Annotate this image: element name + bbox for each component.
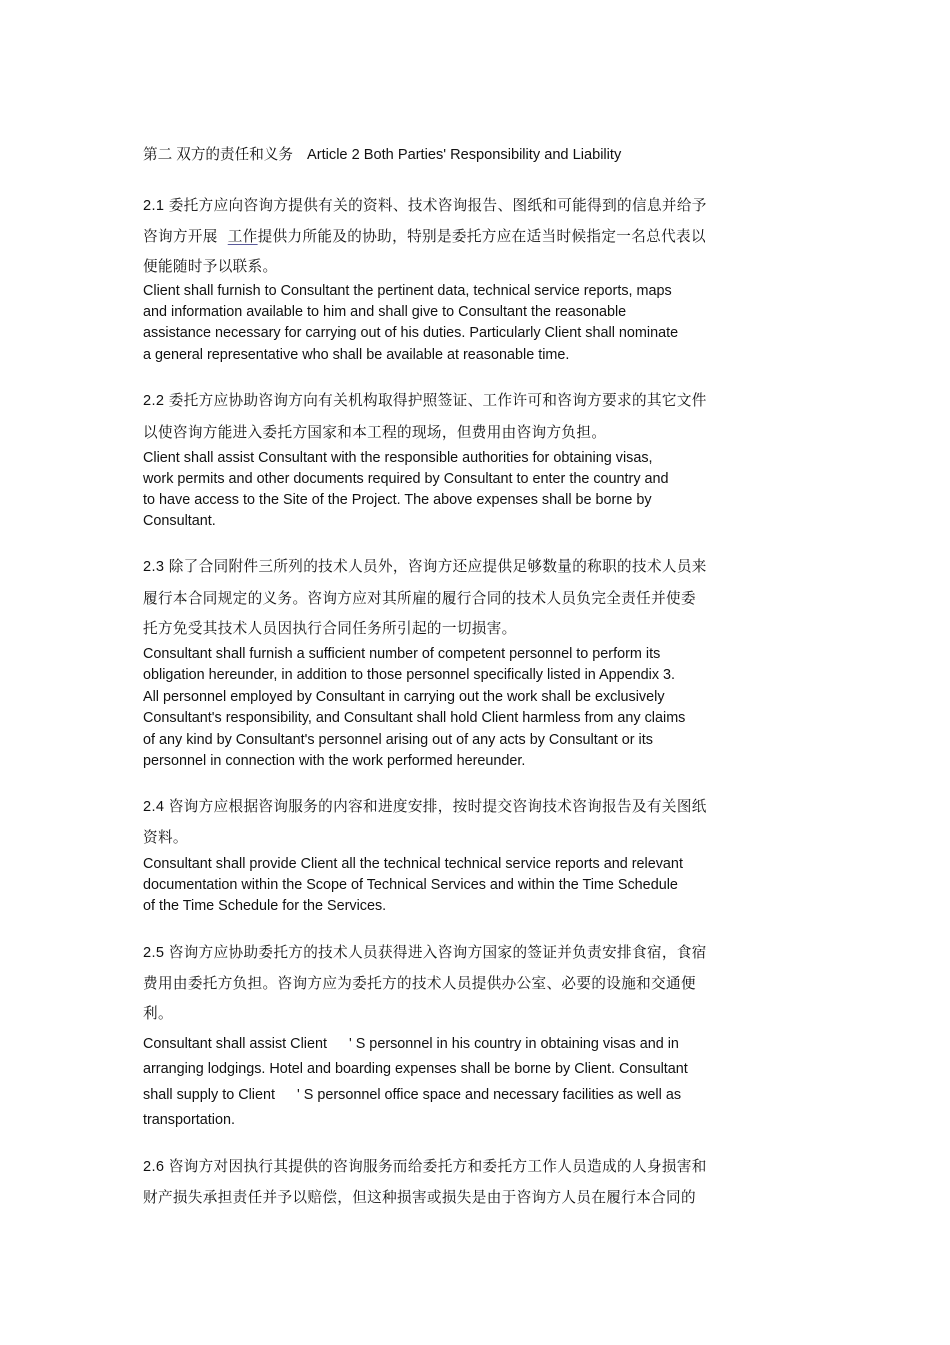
clause-2-2-en-line-1: Client shall assist Consultant with the responsible authorities for obtaining visas, — [143, 450, 653, 466]
article-heading-zh: 第二 双方的责任和义务 — [143, 147, 293, 163]
clause-2-4-zh-line-1: 2.4 咨询方应根据咨询服务的内容和进度安排，按时提交咨询技术咨询报告及有关图纸 — [143, 799, 707, 815]
clause-2-5-en-fragment: Consultant shall assist Client — [143, 1036, 327, 1052]
clause-2-3-en-line-4: Consultant's responsibility, and Consultant shall hold Client harmless from any claims — [143, 710, 686, 726]
clause-2-5-en-fragment-rest: ' S personnel in his country in obtaining visas and in — [348, 1036, 679, 1052]
clause-2-1-en-line-3: assistance necessary for carrying out of his duties. Particularly Client shall nominate — [143, 325, 679, 341]
clause-2-5-en-line-1 — [143, 1035, 679, 1053]
clause-2-1-zh-fragment-end: 提供力所能及的协助，特别是委托方应在适当时候指定一名总代表以 — [257, 229, 706, 245]
clause-2-1-en-line-4: a general representative who shall be available at reasonable time. — [143, 347, 570, 363]
clause-2-2-en-line-3: to have access to the Site of the Project. The above expenses shall be borne by — [143, 492, 652, 508]
clause-2-3-zh-line-2: 履行本合同规定的义务。咨询方应对其所雇的履行合同的技术人员负完全责任并使委 — [143, 591, 696, 607]
clause-2-5-en-line-4: transportation. — [143, 1112, 235, 1128]
clause-2-3-en-line-1: Consultant shall furnish a sufficient number of competent personnel to perform its — [143, 646, 661, 662]
clause-2-5-en-fragment-2: shall supply to Client — [143, 1087, 275, 1103]
clause-2-1-zh-fragment: 咨询方开展 — [143, 229, 218, 245]
clause-2-3-en-line-2: obligation hereunder, in addition to those personnel specifically listed in Appendix 3. — [143, 667, 676, 683]
clause-2-3-en-line-3: All personnel employed by Consultant in carrying out the work shall be exclusively — [143, 689, 665, 705]
clause-2-3-zh-line-1: 2.3 除了合同附件三所列的技术人员外，咨询方还应提供足够数量的称职的技术人员来 — [143, 559, 707, 575]
clause-2-1-zh-line-1: 2.1 委托方应向咨询方提供有关的资料、技术咨询报告、图纸和可能得到的信息并给予 — [143, 198, 707, 214]
clause-2-4-en-line-3: of the Time Schedule for the Services. — [143, 898, 387, 914]
clause-2-5-zh-line-3: 利。 — [143, 1006, 173, 1022]
clause-2-3-en-line-6: personnel in connection with the work performed hereunder. — [143, 753, 526, 769]
clause-2-2-zh-line-2: 以使咨询方能进入委托方国家和本工程的现场，但费用由咨询方负担。 — [143, 425, 607, 441]
clause-2-1-en-line-1: Client shall furnish to Consultant the pertinent data, technical service reports, maps — [143, 283, 672, 299]
clause-2-2-en-line-2: work permits and other documents required by Consultant to enter the country and — [143, 471, 669, 487]
clause-2-3-zh-line-3: 托方免受其技术人员因执行合同任务所引起的一切损害。 — [143, 621, 517, 637]
article-heading — [143, 146, 621, 164]
clause-2-5-zh-line-2: 费用由委托方负担。咨询方应为委托方的技术人员提供办公室、必要的设施和交通便 — [143, 976, 696, 992]
clause-2-2-zh-line-1: 2.2 委托方应协助咨询方向有关机构取得护照签证、工作许可和咨询方要求的其它文件 — [143, 393, 707, 409]
clause-2-6-zh-line-2: 财产损失承担责任并予以赔偿，但这种损害或损失是由于咨询方人员在履行本合同的 — [143, 1190, 696, 1206]
clause-2-4-zh-line-2: 资料。 — [143, 830, 188, 846]
clause-2-1-zh-line-3: 便能随时予以联系。 — [143, 259, 278, 275]
clause-2-5-zh-line-1: 2.5 咨询方应协助委托方的技术人员获得进入咨询方国家的签证并负责安排食宿，食宿 — [143, 945, 707, 961]
article-heading-en: Article 2 Both Parties' Responsibility and Liability — [307, 147, 622, 163]
clause-2-1-underlined-word: 工作 — [227, 229, 258, 245]
clause-2-1-en-line-2: and information available to him and shall give to Consultant the reasonable — [143, 304, 627, 320]
clause-2-4-en-line-1: Consultant shall provide Client all the technical technical service reports and relevant — [143, 856, 683, 872]
clause-2-4-en-line-2: documentation within the Scope of Technical Services and within the Time Schedule — [143, 877, 678, 893]
clause-2-1-zh-line-2 — [143, 228, 706, 246]
clause-2-2-en-line-4: Consultant. — [143, 513, 216, 529]
clause-2-6-zh-line-1: 2.6 咨询方对因执行其提供的咨询服务而给委托方和委托方工作人员造成的人身损害和 — [143, 1159, 707, 1175]
clause-2-5-en-fragment-2-rest: ' S personnel office space and necessary facilities as well as — [296, 1087, 682, 1103]
clause-2-5-en-line-3 — [143, 1086, 681, 1104]
clause-2-3-en-line-5: of any kind by Consultant's personnel arising out of any acts by Consultant or its — [143, 732, 653, 748]
clause-2-5-en-line-2: arranging lodgings. Hotel and boarding expenses shall be borne by Client. Consultant — [143, 1061, 688, 1077]
